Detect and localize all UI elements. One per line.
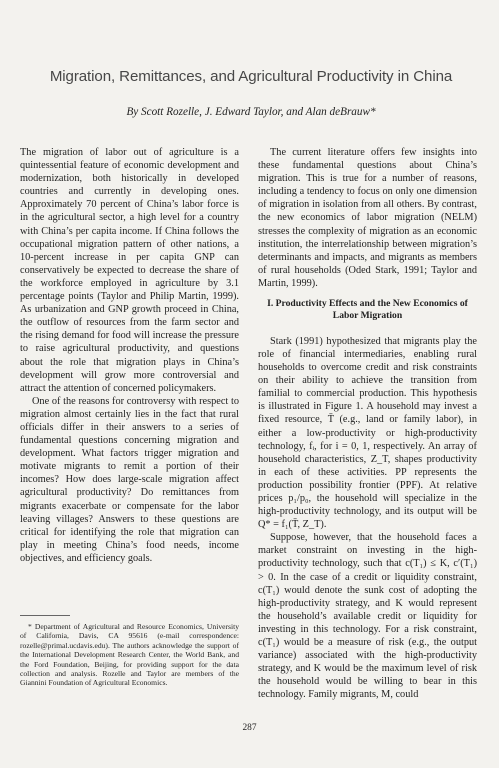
- author-byline: [22, 106, 480, 118]
- footnote-rule: [20, 615, 70, 616]
- article-title: Migration, Remittances, and Agricultural Productivity in China: [49, 68, 453, 85]
- page-number: 287: [242, 723, 257, 733]
- paragraph: Stark (1991) hypothesized that migrants play the role of financial intermediaries, enabling rural households to overcome credit and risk constraints on their ability to achieve the transition from familial to commercial production. This hypothesis is illustrated in Figure 1. A household may invest a fixed resource, T̄ (e.g., land or family labor), in either a low-productivity or high-productivity technology, fᵢ, for i = 0, 1, respectively. An array of household characteristics, Z_T, shapes productivity in each of these activities. PP represents the production possibility frontier (PPF). At relative prices p₁/p₀, the household will specialize in the high-productivity technology, and its output will be Q* = f₁(T̄, Z_T).: [258, 335, 477, 531]
- section-heading: I. Productivity Effects and the New Economics of Labor Migration: [267, 298, 468, 322]
- paragraph: Suppose, however, that the household faces a market constraint on investing in the high-productivity technology, such that c(T₁) ≤ K, c′(T₁) > 0. In the case of a credit or liquidity constraint, c(T₁) would denote the sunk cost of adopting the high-productivity strategy, and K would represent the household’s available credit or liquidity for investing in this technology. For a risk constraint, c(T₁) would be a measure of risk (e.g., the output variance) associated with the high-productivity strategy, and K would be the maximum level of risk the household would be willing to bear in this technology. Family migrants, M, could: [258, 532, 477, 701]
- paragraph: The migration of labor out of agriculture is a quintessential feature of economic development and modernization, both historically in developed countries and currently in developing ones. Approximately 70 percent of China’s labor force is in the agricultural sector, a high level for a country with China’s per capita income. If China follows the occupational migration pattern of other nations, a 10-percent increase in per capita GNP can conservatively be expected to decrease the share of the workforce employed in agriculture by 3.1 percentage points (Taylor and Philip Martin, 1999). As urbanization and GNP growth proceed in China, the outflow of resources from the farm sector and the rising demand for food will increase the pressure to raise agricultural productivity, and questions about the role that migration plays in China’s development will grow more controversial and attract the attention of concerned policymakers.: [20, 147, 239, 394]
- paragraph: One of the reasons for controversy with respect to migration almost certainly lies in the fact that rural officials differ in their answers to a series of fundamental questions concerning migration and development. What factors trigger migration and motivate migrants to remit a portion of their incomes? How does large-scale migration affect agricultural productivity? Do remittances from migrants exacerbate or compensate for the labor leaving villages? Answers to these questions are critical for identifying the role that migration can play in meeting China’s food needs, income objectives, and efficiency goals.: [20, 395, 239, 564]
- byline-text: By Scott Rozelle, J. Edward Taylor, and Alan deBrauw*: [126, 106, 376, 118]
- right-column: [258, 146, 477, 701]
- paragraph: The current literature offers few insights into these fundamental questions about China’s migration. This is true for a number of reasons, including a tendency to focus on only one dimension of migration in isolation from all others. By contrast, the new economics of labor migration (NELM) stresses the complexity of migration as an economic institution, the interrelationship between migration’s determinants and impacts, and migrants as members of rural households (Oded Stark, 1991; Taylor and Martin, 1999).: [258, 147, 477, 289]
- footnote-text: * Department of Agricultural and Resource Economics, University of California, Davis, CA 95616 (e-mail correspondence: rozelle@primal.ucdavis.edu). The authors acknowledge the support of the International Development Research Center, the World Bank, and the Ford Foundation, Beijing, for providing support for the data collection and analysis. Rozelle and Taylor are members of the Giannini Foundation of Agricultural Economics.: [20, 622, 239, 688]
- footnote: [20, 622, 239, 688]
- left-column: [20, 146, 239, 565]
